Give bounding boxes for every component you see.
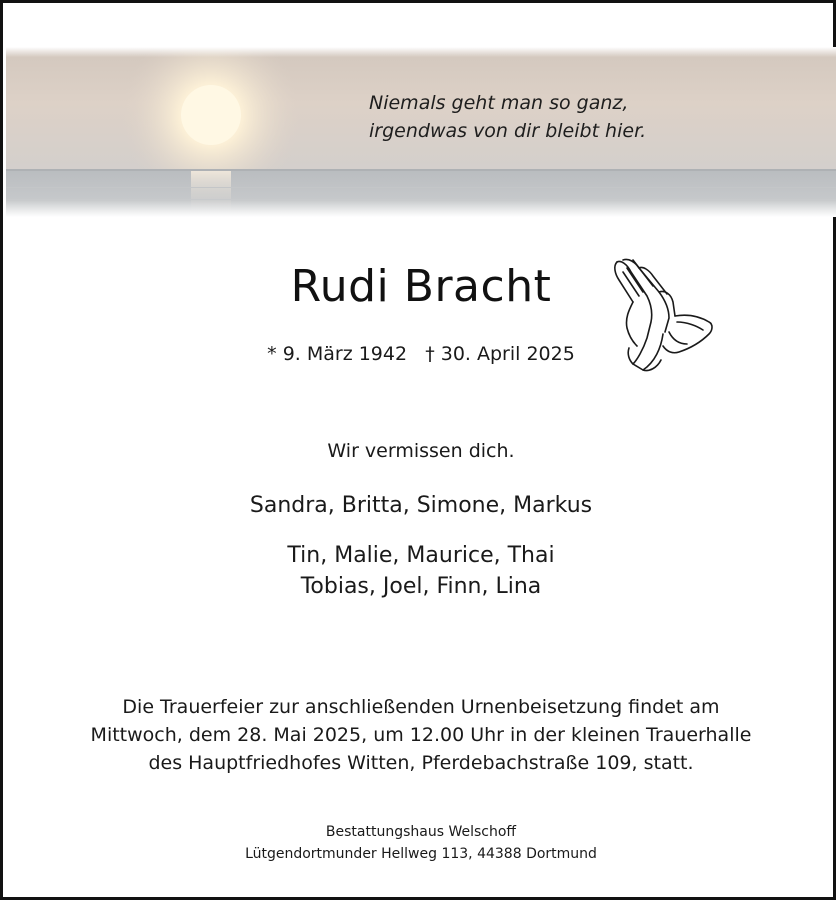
mourners-children: Sandra, Britta, Simone, Markus bbox=[249, 493, 593, 518]
service-line: Mittwoch, dem 28. Mai 2025, um 12.00 Uhr in der kleinen Trauerhalle bbox=[90, 724, 752, 746]
service-line: Die Trauerfeier zur anschließenden Urnenbeisetzung findet am bbox=[122, 696, 720, 718]
memorial-quote bbox=[369, 89, 646, 145]
service-line: des Hauptfriedhofes Witten, Pferdebachstraße 109, statt. bbox=[148, 752, 694, 774]
funeral-home-name: Bestattungshaus Welschoff bbox=[325, 824, 517, 840]
mourners-line: Tin, Malie, Maurice, Thai bbox=[287, 543, 555, 568]
mourners-grandchildren bbox=[3, 540, 836, 602]
funeral-home-address: Lütgendortmunder Hellweg 113, 44388 Dortmund bbox=[245, 846, 597, 862]
service-announcement bbox=[3, 693, 836, 777]
message-text: Wir vermissen dich. bbox=[327, 440, 515, 462]
quote-line: Niemals geht man so ganz, bbox=[369, 92, 629, 114]
praying-hands-icon bbox=[603, 256, 719, 374]
death-date: † 30. April 2025 bbox=[425, 343, 575, 365]
quote-line: irgendwas von dir bleibt hier. bbox=[369, 120, 647, 142]
deceased-name: Rudi Bracht bbox=[290, 261, 552, 312]
funeral-home-info bbox=[3, 821, 836, 865]
birth-date: * 9. März 1942 bbox=[267, 343, 408, 365]
mourners-line: Tobias, Joel, Finn, Lina bbox=[300, 574, 542, 599]
